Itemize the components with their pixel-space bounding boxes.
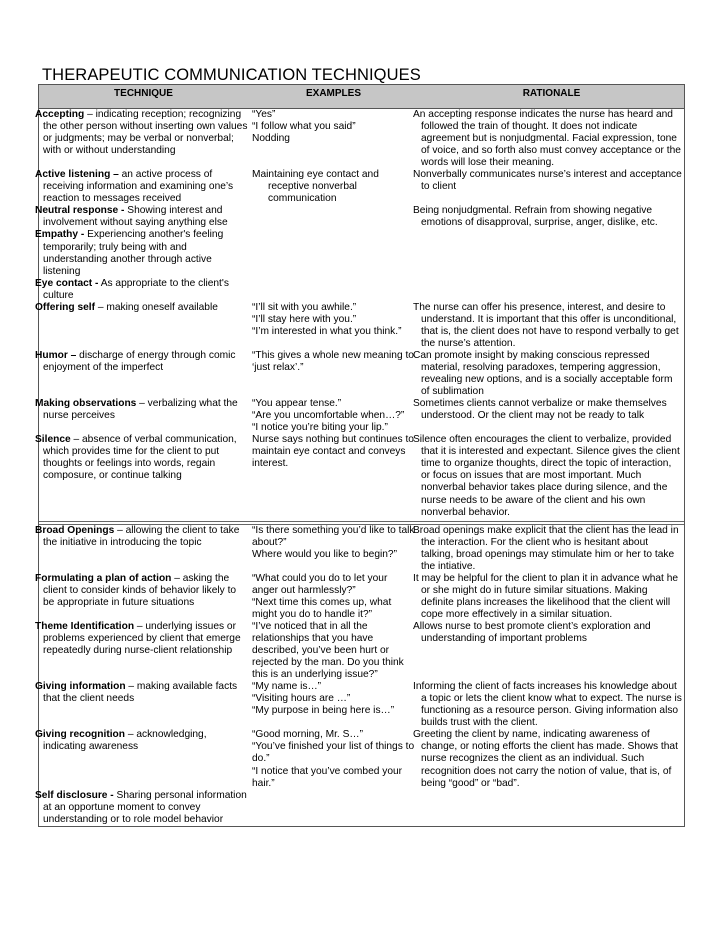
rationale-cell: Informing the client of facts increases his knowledge about a topic or lets the client know what to expect. The nurse is functioning as a resource person. Giving information also builds trust with the client.: [413, 681, 682, 729]
table-row: [35, 205, 684, 229]
table-row: [35, 349, 684, 398]
technique-cell: [35, 398, 248, 434]
rationale-cell: Allows nurse to best promote client’s exploration and understanding of important problems: [413, 620, 651, 645]
technique-description: – indicating reception; recognizing the other person without inserting own values or judgments; may be verbal or nonverbal; with or without understanding: [43, 109, 248, 157]
technique-term: Theme Identification: [35, 620, 135, 632]
example-line: “I’m interested in what you think.”: [252, 325, 402, 337]
technique-description: – verbalizing what the nurse perceives: [43, 398, 238, 422]
example-line: “Visiting hours are …”: [252, 693, 351, 705]
table-row: [35, 681, 684, 729]
example-line: “I’ve noticed that in all the relationships that you have described, you’ve been hurt or rejected by the man. Do you think this is an underlying issue?”: [252, 620, 404, 681]
technique-description: – underlying issues or problems experienced by client that emerge repeatedly during nurse-client relationship: [43, 620, 241, 657]
technique-description: – acknowledging, indicating awareness: [43, 729, 207, 753]
examples-cell: [248, 434, 419, 518]
technique-description: As appropriate to the client's culture: [43, 277, 229, 301]
examples-cell: [248, 205, 419, 229]
examples-cell: [248, 729, 419, 789]
techniques-table: [35, 84, 685, 827]
technique-cell: [35, 349, 248, 398]
example-line: Nodding: [252, 133, 290, 145]
header-rationale: RATIONALE: [522, 88, 581, 99]
example-line: “I’ll sit with you awhile.”: [252, 301, 357, 313]
example-line: “My name is…”: [252, 681, 322, 693]
technique-term: Silence: [35, 434, 71, 446]
table-row: [35, 434, 684, 518]
rationale-cell: Can promote insight by making conscious repressed material, resolving paradoxes, tempering aggression, revealing new options, and is a socially acceptable form of sublimation: [413, 349, 673, 398]
example-line: “Yes”: [252, 109, 276, 120]
technique-description: Sharing personal information at an opportune moment to convey understanding or to role model behavior: [43, 789, 247, 825]
technique-cell: [35, 681, 248, 729]
technique-term: Eye contact -: [35, 277, 99, 289]
table-section: [35, 109, 684, 519]
technique-term: Giving information: [35, 681, 126, 693]
example-line: “My purpose in being here is…”: [252, 705, 395, 717]
examples-cell: [248, 573, 419, 621]
rationale-cell: Being nonjudgmental. Refrain from showing negative emotions of disapproval, surprise, anger, dislike, etc.: [413, 205, 658, 229]
example-line: “I’ll stay here with you.”: [252, 313, 357, 325]
examples-cell: [248, 350, 419, 398]
technique-cell: [35, 301, 248, 350]
examples-cell: [248, 398, 419, 434]
technique-cell: [35, 729, 248, 789]
example-line: Maintaining eye contact and receptive nonverbal communication: [252, 169, 379, 205]
technique-term: Neutral response -: [35, 205, 125, 217]
examples-cell: [248, 621, 419, 681]
examples-cell: [248, 229, 419, 277]
technique-term: Empathy -: [35, 229, 85, 241]
rationale-cell: [419, 278, 684, 302]
table-body: [35, 109, 684, 826]
examples-cell: [248, 109, 419, 169]
examples-cell: [248, 525, 419, 573]
table-row: [35, 109, 684, 169]
table-section: [35, 524, 684, 826]
example-line: “You appear tense.”: [252, 398, 342, 410]
table-row: [35, 277, 684, 302]
table-row: [35, 398, 684, 434]
technique-description: Showing interest and involvement without saying anything else: [43, 205, 228, 229]
technique-description: – making available facts that the client needs: [43, 681, 238, 705]
technique-cell: [35, 169, 248, 205]
rationale-cell: Greeting the client by name, indicating awareness of change, or noting efforts the client has made. Shows that nurse recognizes the client as an individual. Such recognition does not carry the notion of value, that is, of being “good” or “bad”.: [413, 729, 678, 789]
example-line: “I follow what you said”: [252, 121, 356, 133]
rationale-cell: [419, 790, 684, 826]
header-technique: TECHNIQUE: [114, 88, 173, 99]
table-row: [35, 301, 684, 350]
technique-cell: [35, 434, 248, 518]
technique-description: Experiencing another's feeling temporarily; truly being with and understanding another through active listening: [43, 229, 224, 277]
example-line: “Next time this comes up, what might you do to handle it?”: [252, 596, 392, 620]
rationale-cell: The nurse can offer his presence, interest, and desire to understand. It is important that this offer is unconditional, that is, the client does not have to respond verbally to get the nurse’s attention.: [413, 301, 679, 349]
table-row: [35, 789, 684, 826]
rationale-cell: It may be helpful for the client to plan it in advance what he or she might do in future similar situations. Making definite plans increases the likelihood that the client will cope more effectively in a similar situation.: [413, 572, 679, 620]
technique-term: Self disclosure -: [35, 789, 114, 801]
rationale-cell: Sometimes clients cannot verbalize or make themselves understood. Or the client may not be ready to talk: [413, 398, 667, 422]
example-line: “Good morning, Mr. S…”: [252, 729, 363, 741]
technique-cell: [35, 277, 248, 302]
technique-description: – making oneself available: [95, 301, 218, 313]
examples-cell: [248, 681, 419, 729]
example-line: “You’ve finished your list of things to do.”: [252, 741, 415, 765]
technique-cell: [35, 205, 248, 229]
technique-description: discharge of energy through comic enjoyment of the imperfect: [43, 349, 236, 373]
technique-cell: [35, 229, 248, 277]
rationale-cell: Broad openings make explicit that the client has the lead in the interaction. For the client who is hesitant about talking, broad openings may stimulate him or her to take the intiative.: [413, 524, 679, 572]
example-line: “I notice that you’ve combed your hair.”: [252, 765, 403, 789]
example-line: “Are you uncomfortable when…?”: [252, 410, 405, 422]
technique-cell: [35, 524, 248, 573]
example-line: “Is there something you’d like to talk about?”: [252, 524, 415, 548]
technique-cell: [35, 620, 248, 681]
table-row: [35, 169, 684, 205]
example-line: Where would you like to begin?”: [252, 548, 397, 560]
page-title: THERAPEUTIC COMMUNICATION TECHNIQUES: [42, 66, 421, 84]
example-line: Nurse says nothing but continues to maintain eye contact and conveys interest.: [252, 434, 414, 470]
technique-term: Humor –: [35, 349, 77, 361]
rationale-cell: Nonverbally communicates nurse’s interest and acceptance to client: [413, 169, 682, 193]
examples-cell: [248, 278, 419, 302]
technique-term: Offering self: [35, 301, 96, 313]
technique-description: – absence of verbal communication, which provides time for the client to put thoughts or feelings into words, regain composure, or continue talking: [43, 434, 237, 482]
table-row: [35, 229, 684, 277]
rationale-cell: [419, 229, 684, 277]
example-line: “This gives a whole new meaning to ‘just relax’.”: [252, 349, 414, 373]
examples-cell: [248, 169, 419, 205]
table-row: [35, 729, 684, 789]
examples-cell: [248, 790, 419, 826]
technique-description: an active process of receiving information and examining one’s reaction to messages received: [43, 169, 234, 205]
technique-term: Making observations: [35, 398, 137, 410]
table-row: [35, 620, 684, 681]
technique-cell: [35, 109, 248, 169]
table-header: [39, 85, 684, 109]
technique-cell: [35, 789, 248, 826]
technique-term: Active listening –: [35, 169, 119, 181]
table-row: [35, 524, 684, 573]
technique-term: Broad Openings: [35, 524, 115, 536]
rationale-cell: Silence often encourages the client to verbalize, provided that it is interested and expectant. Silence gives the client time to organize thoughts, direct the topic of interaction, or focus on issues that are most important. Much nonverbal behavior takes place during silence, and the nurse needs to be aware of the client and his own nonverbal behavior.: [413, 434, 680, 518]
header-examples: EXAMPLES: [305, 88, 361, 99]
example-line: “I notice you’re biting your lip.”: [252, 422, 388, 434]
technique-description: – asking the client to consider kinds of behavior likely to be appropriate in future situations: [43, 572, 237, 608]
examples-cell: [248, 302, 419, 350]
table-row: [35, 572, 684, 621]
technique-term: Giving recognition: [35, 729, 125, 741]
rationale-cell: An accepting response indicates the nurse has heard and followed the train of thought. It does not indicate agreement but is nonjudgmental. Facial expression, tone of voice, and so forth also must convey acceptance or the words will lose their meaning.: [413, 109, 681, 169]
technique-term: Accepting: [35, 109, 85, 120]
technique-cell: [35, 572, 248, 621]
example-line: “What could you do to let your anger out harmlessly?”: [252, 572, 388, 596]
technique-term: Formulating a plan of action: [35, 572, 172, 584]
technique-description: – allowing the client to take the initiative in introducing the topic: [43, 524, 240, 548]
